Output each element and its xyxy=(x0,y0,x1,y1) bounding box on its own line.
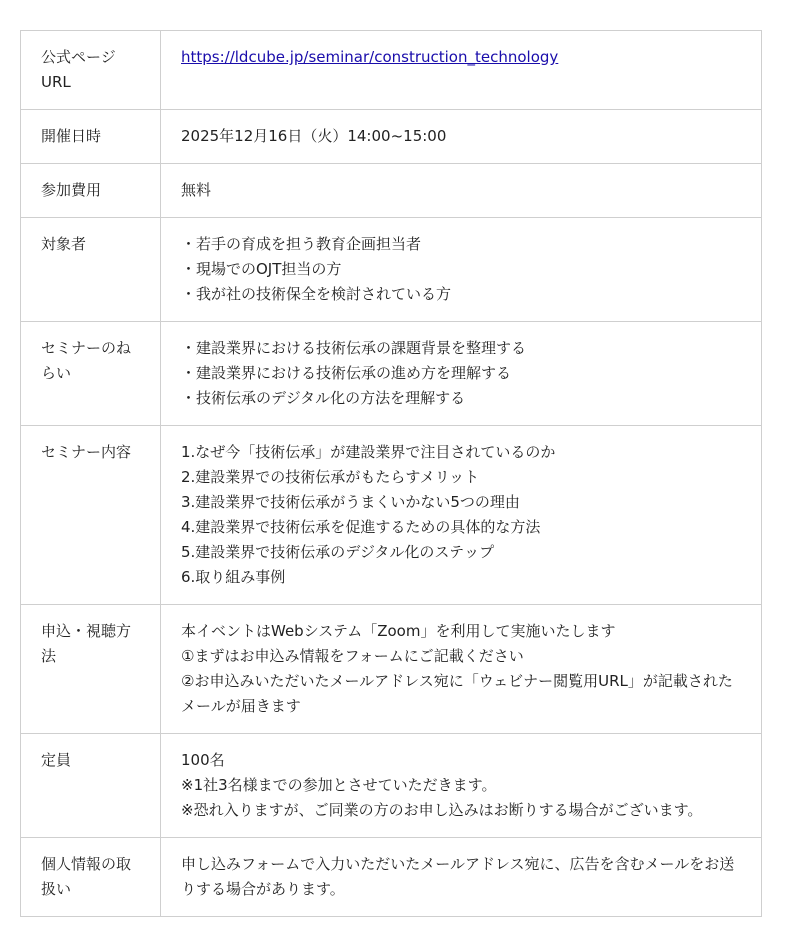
value-line: 3.建設業界で技術伝承がうまくいかない5つの理由 xyxy=(181,493,520,511)
row-value-target xyxy=(161,218,762,322)
value-line: 6.取り組み事例 xyxy=(181,568,286,586)
table-row xyxy=(21,31,762,110)
row-label-text: 個人情報の取扱い xyxy=(41,855,132,898)
row-value-content xyxy=(161,426,762,605)
row-value-aim xyxy=(161,322,762,426)
value-line: 1.なぜ今「技術伝承」が建設業界で注目されているのか xyxy=(181,443,556,461)
value-line: 無料 xyxy=(181,181,212,199)
row-label-datetime xyxy=(21,110,161,164)
row-label-text: 開催日時 xyxy=(41,127,102,145)
value-line: ・若手の育成を担う教育企画担当者 xyxy=(181,235,422,253)
table-row xyxy=(21,605,762,734)
table-row xyxy=(21,164,762,218)
row-label-text: 公式ページURL xyxy=(41,48,116,91)
row-label-content xyxy=(21,426,161,605)
value-line: ・現場でのOJT担当の方 xyxy=(181,260,342,278)
row-label-target xyxy=(21,218,161,322)
value-line: 2.建設業界での技術伝承がもたらすメリット xyxy=(181,468,480,486)
value-line: ・建設業界における技術伝承の課題背景を整理する xyxy=(181,339,527,357)
row-label-aim xyxy=(21,322,161,426)
row-value-fee xyxy=(161,164,762,218)
row-label-text: セミナー内容 xyxy=(41,443,132,461)
table-row xyxy=(21,322,762,426)
row-label-text: 定員 xyxy=(41,751,72,769)
value-line: 本イベントはWebシステム「Zoom」を利用して実施いたします xyxy=(181,622,616,640)
table-row xyxy=(21,838,762,917)
row-label-text: 対象者 xyxy=(41,235,87,253)
value-line: ・我が社の技術保全を検討されている方 xyxy=(181,285,452,303)
row-value-datetime xyxy=(161,110,762,164)
row-label-application xyxy=(21,605,161,734)
row-label-text: セミナーのねらい xyxy=(41,339,132,382)
row-label-text: 参加費用 xyxy=(41,181,102,199)
row-value-privacy xyxy=(161,838,762,917)
official-page-link[interactable]: https://ldcube.jp/seminar/construction_technology xyxy=(181,48,559,66)
table-row xyxy=(21,734,762,838)
seminar-info-table xyxy=(20,30,762,917)
value-line: ※恐れ入りますが、ご同業の方のお申し込みはお断りする場合がございます。 xyxy=(181,801,703,819)
row-value-capacity xyxy=(161,734,762,838)
table-row xyxy=(21,426,762,605)
row-label-fee xyxy=(21,164,161,218)
value-line: ①まずはお申込み情報をフォームにご記載ください xyxy=(181,647,524,665)
value-line: 4.建設業界で技術伝承を促進するための具体的な方法 xyxy=(181,518,541,536)
table-row xyxy=(21,218,762,322)
value-line: 2025年12月16日（火）14:00~15:00 xyxy=(181,127,447,145)
value-line: ②お申込みいただいたメールアドレス宛に「ウェビナー閲覧用URL」が記載されたメールが届きます xyxy=(181,672,733,715)
value-line: ※1社3名様までの参加とさせていただきます。 xyxy=(181,776,497,794)
value-line: ・建設業界における技術伝承の進め方を理解する xyxy=(181,364,512,382)
value-line: 5.建設業界で技術伝承のデジタル化のステップ xyxy=(181,543,495,561)
value-line: 申し込みフォームで入力いただいたメールアドレス宛に、広告を含むメールをお送りする場合があります。 xyxy=(181,855,735,898)
row-value-official-page xyxy=(161,31,762,110)
table-row xyxy=(21,110,762,164)
value-line: ・技術伝承のデジタル化の方法を理解する xyxy=(181,389,466,407)
row-value-application xyxy=(161,605,762,734)
row-label-privacy xyxy=(21,838,161,917)
row-label-official-page xyxy=(21,31,161,110)
row-label-text: 申込・視聴方法 xyxy=(41,622,132,665)
value-line: 100名 xyxy=(181,751,225,769)
row-label-capacity xyxy=(21,734,161,838)
